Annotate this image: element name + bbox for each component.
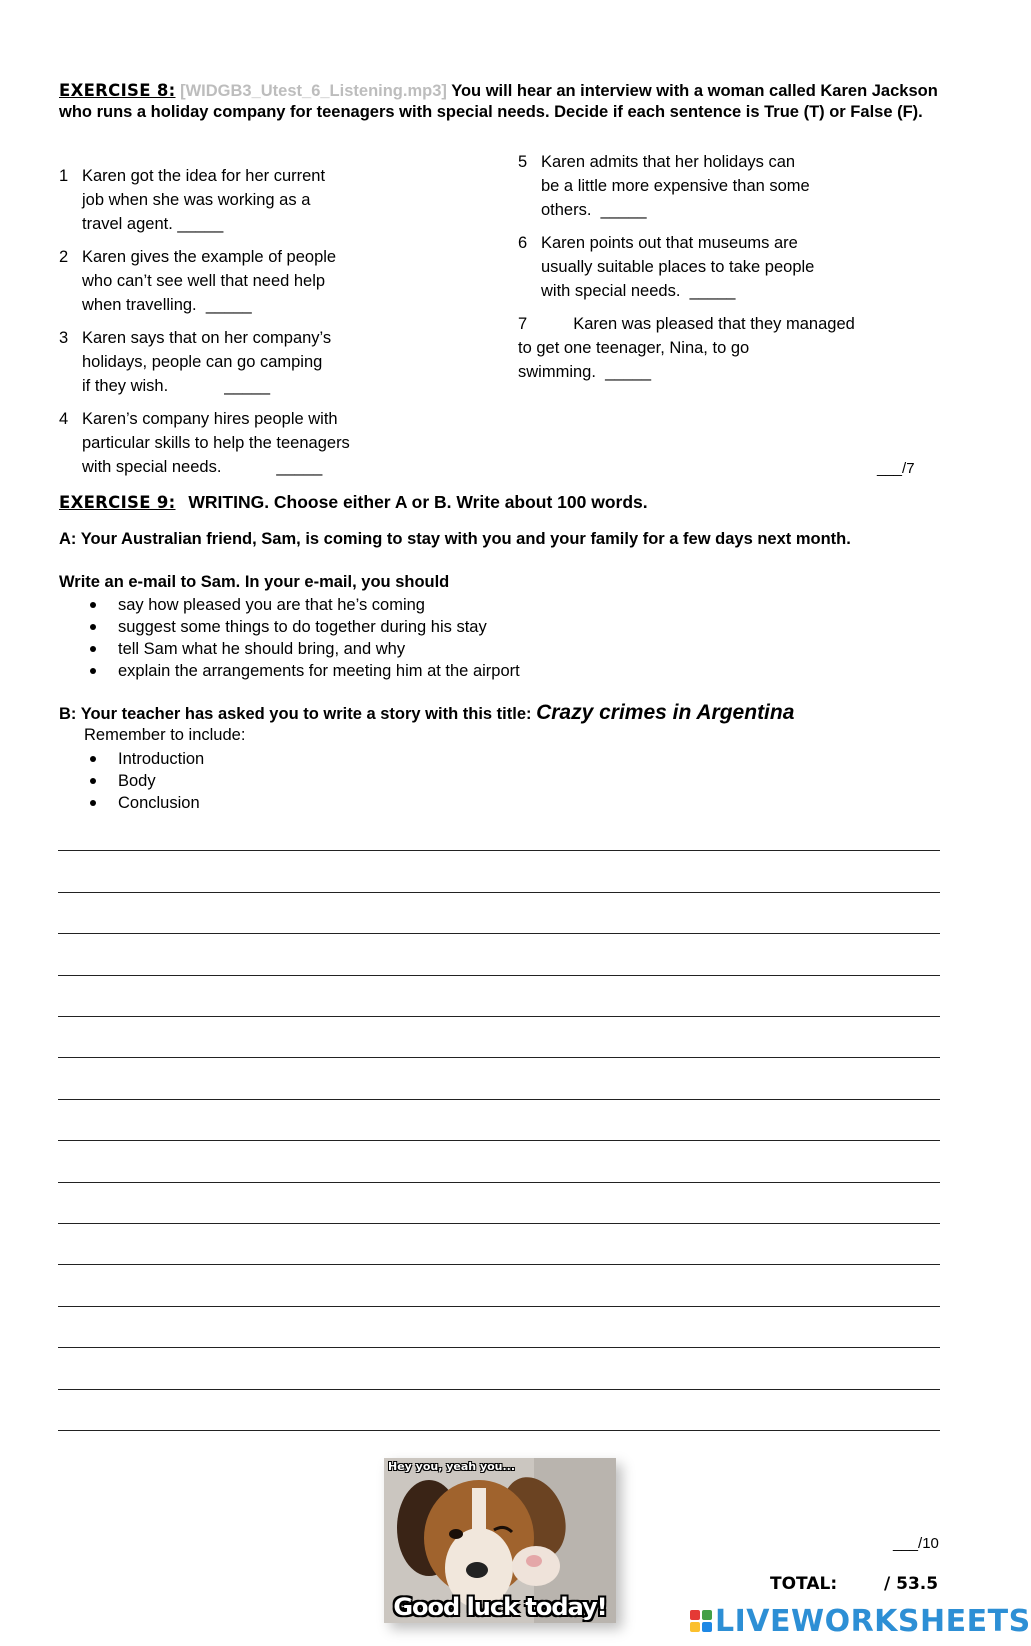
- option-a-lead: Write an e-mail to Sam. In your e-mail, you should: [59, 573, 450, 591]
- writing-line[interactable]: [58, 1099, 940, 1100]
- question-number: 2: [59, 248, 69, 266]
- question-number: 1: [59, 167, 69, 185]
- list-item: Conclusion: [59, 792, 204, 814]
- question-line: swimming.: [518, 363, 596, 381]
- list-item: suggest some things to do together during his stay: [59, 616, 520, 638]
- question-line: with special needs.: [82, 458, 222, 476]
- list-item: Introduction: [59, 748, 204, 770]
- total-label: TOTAL:: [770, 1574, 838, 1594]
- option-a-prompt: A: Your Australian friend, Sam, is coming to stay with you and your family for a few days next month.: [59, 530, 851, 548]
- story-title: Crazy crimes in Argentina: [536, 701, 795, 724]
- question-line: holidays, people can go camping: [82, 353, 323, 371]
- question-number: 5: [518, 153, 528, 171]
- logo-square: [690, 1622, 700, 1632]
- writing-line[interactable]: [58, 1182, 940, 1183]
- question-line: when travelling.: [82, 296, 197, 314]
- writing-line[interactable]: [58, 1057, 940, 1058]
- writing-line[interactable]: [58, 975, 940, 976]
- exercise-9-title: WRITING. Choose either A or B. Write about 100 words.: [188, 492, 648, 512]
- answer-blank[interactable]: _____: [205, 296, 252, 314]
- question-line: usually suitable places to take people: [541, 258, 815, 276]
- question-line: Karen was pleased that they managed: [573, 315, 855, 333]
- logo-square: [702, 1622, 712, 1632]
- list-item: tell Sam what he should bring, and why: [59, 638, 520, 660]
- question-line: particular skills to help the teenagers: [82, 434, 350, 452]
- answer-blank[interactable]: _____: [224, 377, 271, 395]
- question-line: travel agent.: [82, 215, 173, 233]
- question-line: to get one teenager, Nina, to go: [518, 339, 750, 357]
- question-number: 7: [518, 315, 528, 333]
- list-item: say how pleased you are that he’s coming: [59, 594, 520, 616]
- question-line: job when she was working as a: [82, 191, 311, 209]
- good-luck-meme-image: [384, 1458, 616, 1623]
- exercise-9-score[interactable]: ___/10: [893, 1535, 939, 1552]
- answer-blank[interactable]: _____: [689, 282, 736, 300]
- question-3: [59, 326, 389, 398]
- writing-line[interactable]: [58, 1389, 940, 1390]
- exercise-8-label: EXERCISE 8:: [59, 81, 176, 100]
- meme-bottom-text: Good luck today!: [393, 1593, 607, 1621]
- writing-line[interactable]: [58, 1223, 940, 1224]
- writing-line[interactable]: [58, 933, 940, 934]
- liveworksheets-logo[interactable]: [690, 1604, 1031, 1638]
- list-item: explain the arrangements for meeting him at the airport: [59, 660, 520, 682]
- exercise-8-instructions: You will hear an interview with a woman called Karen Jackson who runs a holiday company for teenagers with special needs. Decide if each sentence is True (T) or False (F).: [59, 82, 938, 121]
- question-4: [59, 407, 399, 479]
- question-line: with special needs.: [541, 282, 681, 300]
- list-item: Body: [59, 770, 204, 792]
- answer-blank[interactable]: _____: [600, 201, 647, 219]
- exercise-8-header: [59, 80, 949, 123]
- question-line: be a little more expensive than some: [541, 177, 810, 195]
- question-2: [59, 245, 389, 317]
- writing-line[interactable]: [58, 1306, 940, 1307]
- question-6: [518, 231, 858, 303]
- option-a-bullets: [59, 594, 520, 682]
- question-line: others.: [541, 201, 592, 219]
- question-number: 4: [59, 410, 69, 428]
- option-b-prompt: B: Your teacher has asked you to write a story with this title: Crazy crimes in Argentina: [59, 701, 795, 724]
- option-b-bullets: [59, 748, 204, 814]
- logo-text: LIVEWORKSHEETS: [715, 1603, 1031, 1639]
- audio-file-link[interactable]: [WIDGB3_Utest_6_Listening.mp3]: [180, 82, 447, 100]
- question-5: [518, 150, 858, 222]
- logo-square: [690, 1610, 700, 1620]
- writing-line[interactable]: [58, 850, 940, 851]
- total-value: / 53.5: [884, 1574, 939, 1594]
- answer-blank[interactable]: _____: [605, 363, 651, 381]
- question-line: Karen’s company hires people with: [82, 410, 338, 428]
- exercise-9-header: [59, 492, 648, 513]
- writing-line[interactable]: [58, 892, 940, 893]
- writing-line[interactable]: [58, 1140, 940, 1141]
- logo-square: [702, 1610, 712, 1620]
- writing-line[interactable]: [58, 1430, 940, 1431]
- question-number: 3: [59, 329, 69, 347]
- question-7: [518, 312, 898, 384]
- question-line: who can’t see well that need help: [82, 272, 326, 290]
- meme-top-text: Hey you, yeah you...: [388, 1460, 516, 1473]
- answer-blank[interactable]: _____: [276, 458, 323, 476]
- question-line: Karen admits that her holidays can: [541, 153, 796, 171]
- writing-line[interactable]: [58, 1264, 940, 1265]
- question-number: 6: [518, 234, 528, 252]
- question-line: Karen says that on her company’s: [82, 329, 332, 347]
- answer-blank[interactable]: _____: [177, 215, 224, 233]
- question-line: Karen got the idea for her current: [82, 167, 326, 185]
- exercise-9-label: EXERCISE 9:: [59, 493, 176, 512]
- logo-grid-icon: [690, 1610, 712, 1632]
- option-b-lead: Remember to include:: [84, 726, 246, 744]
- question-line: Karen gives the example of people: [82, 248, 337, 266]
- writing-line[interactable]: [58, 1016, 940, 1017]
- question-1: [59, 164, 389, 236]
- writing-line[interactable]: [58, 1347, 940, 1348]
- question-line: Karen points out that museums are: [541, 234, 798, 252]
- question-line: if they wish.: [82, 377, 169, 395]
- exercise-8-score[interactable]: ___/7: [877, 460, 915, 477]
